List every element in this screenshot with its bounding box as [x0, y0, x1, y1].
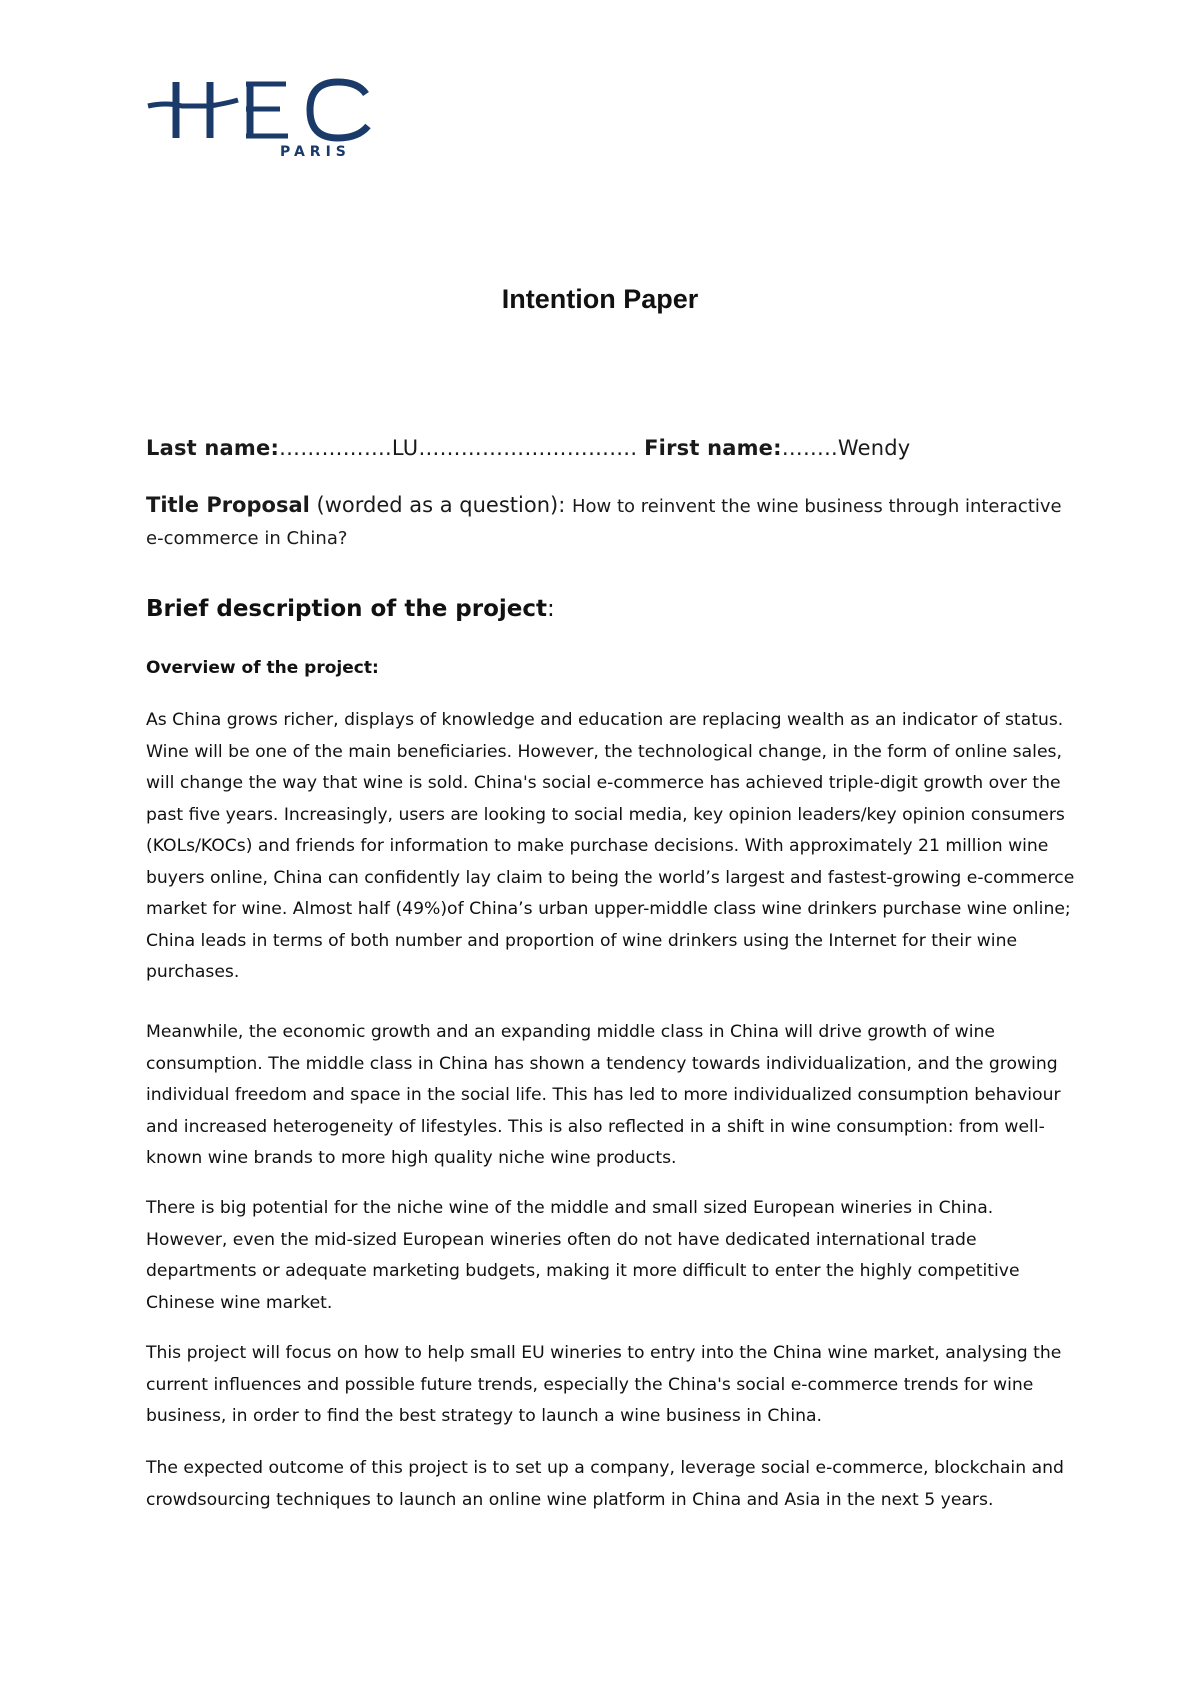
title-proposal-note: (worded as a question):	[316, 493, 566, 517]
last-name-label: Last name:	[146, 436, 280, 460]
paragraph: This project will focus on how to help small EU wineries to entry into the China wine market, analysing the current influences and possible future trends, especially the China's social e-commerce trends for wine business, in order to find the best strategy to launch a wine business in China.	[146, 1343, 1062, 1426]
paragraph: As China grows richer, displays of knowledge and education are replacing wealth as an indicator of status. Wine will be one of the main beneficiaries. However, the technological change, in the form of online sales, will change the way that wine is sold. China's social e-commerce has achieved triple-digit growth over the past five years. Increasingly, users are looking to social media, key opinion leaders/key opinion consumers (KOLs/KOCs) and friends for information to make purchase decisions. With approximately 21 million wine buyers online, China can confidently lay claim to being the world’s largest and fastest-growing e-commerce market for wine. Almost half (49%)of China’s urban upper-middle class wine drinkers purchase wine online; China leads in terms of both number and proportion of wine drinkers using the Internet for their wine purchases.	[146, 710, 1075, 982]
name-line	[146, 436, 910, 460]
paragraph: There is big potential for the niche wine of the middle and small sized European wineries in China. However, even the mid-sized European wineries often do not have dedicated international trade departments or adequate marketing budgets, making it more difficult to enter the highly competitive Chinese wine market.	[146, 1198, 1020, 1313]
paragraph: Meanwhile, the economic growth and an expanding middle class in China will drive growth of wine consumption. The middle class in China has shown a tendency towards individualization, and the growing individual freedom and space in the social life. This has led to more individualized consumption behaviour and increased heterogeneity of lifestyles. This is also reflected in a shift in wine consumption: from well-known wine brands to more high quality niche wine products.	[146, 1022, 1061, 1168]
first-name-value: ……..Wendy	[781, 436, 911, 460]
paragraph: The expected outcome of this project is to set up a company, leverage social e-commerce, blockchain and crowdsourcing techniques to launch an online wine platform in China and Asia in the next 5 years.	[146, 1458, 1064, 1510]
first-name-label: First name:	[644, 436, 782, 460]
document-title: Intention Paper	[501, 284, 699, 314]
last-name-value: …………….LU………………………….	[279, 436, 638, 460]
overview-heading: Overview of the project:	[146, 658, 379, 678]
title-proposal-text: How to reinvent the wine business through interactive e-commerce in China?	[146, 496, 1062, 549]
section-heading	[146, 596, 555, 622]
title-proposal-label: Title Proposal	[146, 493, 310, 517]
title-proposal	[146, 490, 1066, 554]
section-heading-colon: :	[547, 596, 555, 622]
section-heading-text: Brief description of the project	[146, 596, 548, 622]
hec-paris-logo	[146, 76, 376, 162]
svg-text:PARIS: PARIS	[280, 144, 351, 160]
